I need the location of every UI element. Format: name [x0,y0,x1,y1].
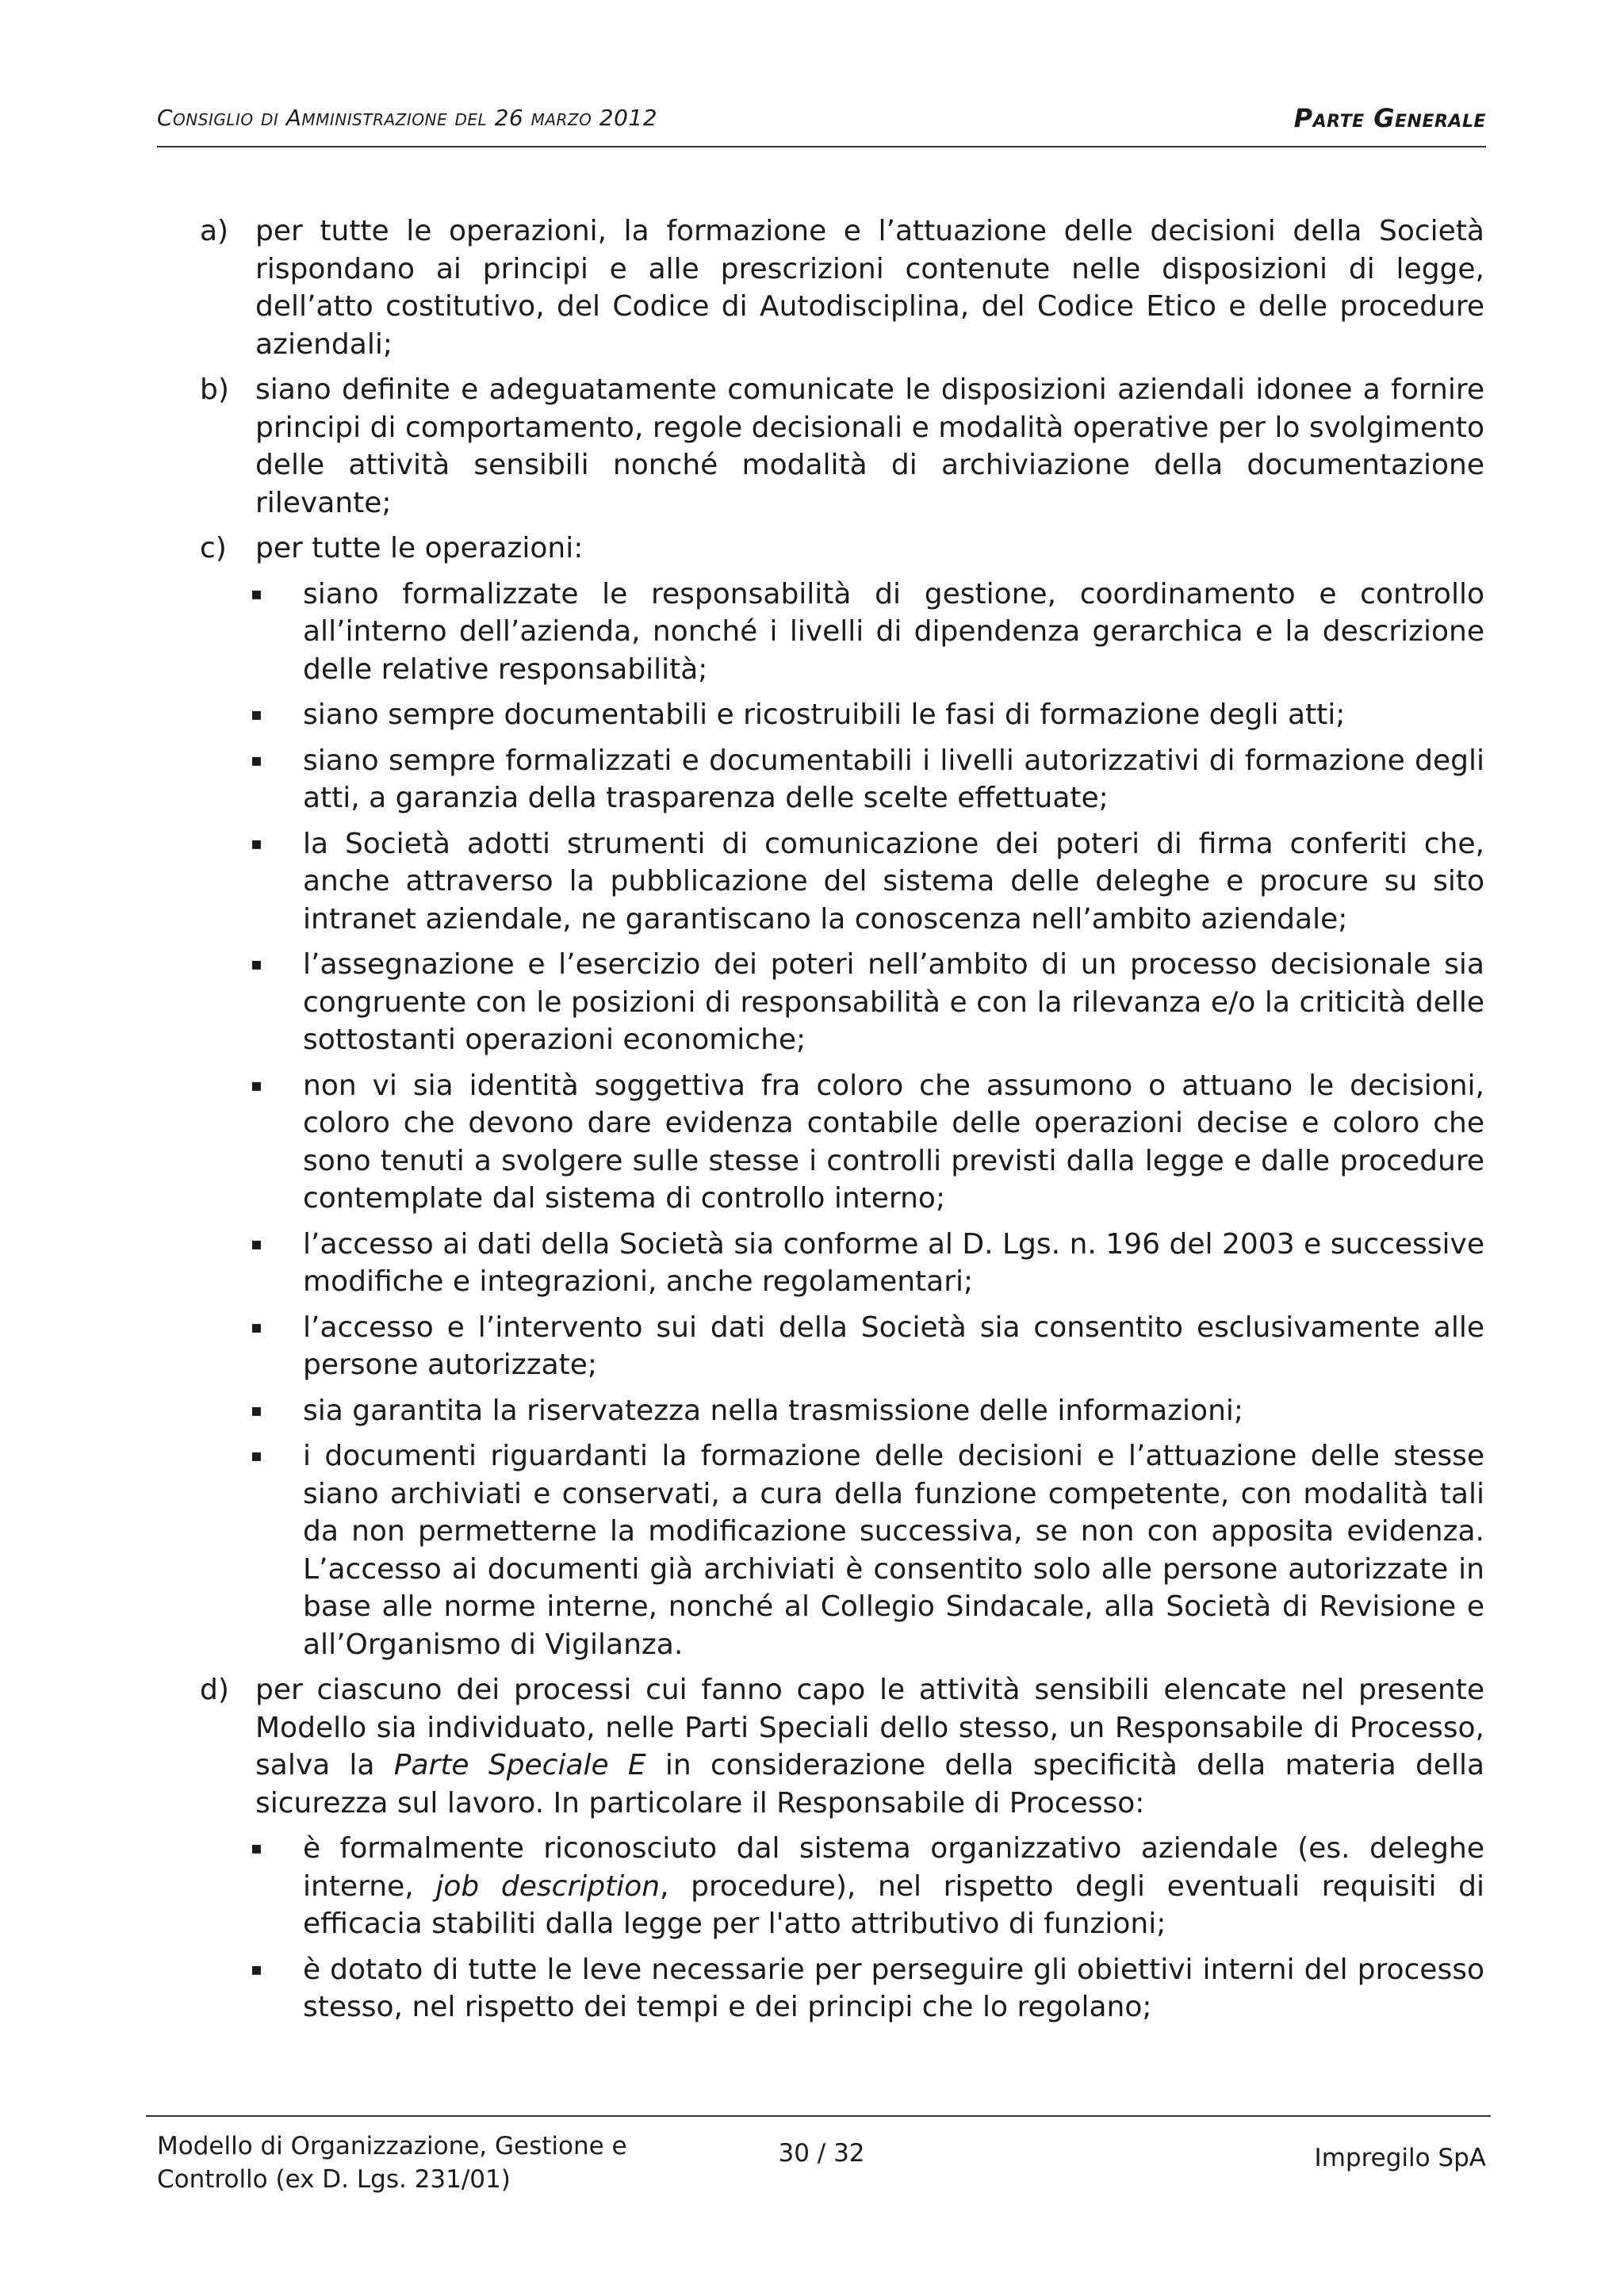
list-item-b [200,371,1484,522]
list-item-c [200,530,1484,568]
header-section-title: Parte Generale [1293,103,1486,133]
bullet-icon: ▪ [251,705,262,725]
bullet-text: i documenti riguardanti la formazione delle decisioni e l’attuazione delle stesse siano archiviati e conservati, a cura della funzione competente, con modalità tali da non permetterne la modificazione successiva, se non con apposita evidenza. L’accesso ai documenti già archiviati è consentito solo alle persone autorizzate in base alle norme interne, nonché al Collegio Sindacale, alla Società di Revisione e all’Organismo di Vigilanza. [303,1440,1484,1661]
bullet-text [303,1951,1484,2026]
bullet-icon: ▪ [251,833,262,854]
bullet-icon: ▪ [251,955,262,974]
bullet-item [200,1392,1484,1430]
item-label: b) [200,373,229,406]
bullet-text-italic: job description [435,1869,661,1903]
bullet-text-part: è dotato di tutte le leve necessarie per perseguire gli obiettivi interni del processo stesso, nel rispetto dei tempi e dei principi che lo regolano; [303,1953,1484,2023]
bullet-icon: ▪ [251,1959,262,1980]
bullet-text: siano sempre formalizzati e documentabili i livelli autorizzativi di formazione degli atti, a garanzia della trasparenza delle scelte effettuate; [303,744,1484,814]
document-body [200,212,1484,2034]
footer-title-line: Modello di Organizzazione, Gestione e [157,2132,627,2160]
bullet-item [200,1226,1484,1301]
item-text: siano definite e adeguatamente comunicate le disposizioni aziendali idonee a fornire principi di comportamento, regole decisionali e modalità operative per lo svolgimento delle attività sensibili nonché modalità di archiviazione della documentazione rilevante; [255,373,1484,519]
bullet-text-part: è formalmente riconosciuto dal sistema organizzativo aziendale (es. deleghe interne, [303,1832,1484,1903]
header-divider [157,146,1486,147]
list-item-d [200,1671,1484,1822]
bullet-icon: ▪ [251,1400,262,1421]
bullet-item [200,946,1484,1059]
header-meeting-title: Consiglio di Amministrazione del 26 marzo 2012 [157,105,658,131]
item-label: a) [200,215,229,247]
bullet-text: siano sempre documentabili e ricostruibili le fasi di formazione degli atti; [303,698,1346,731]
footer-title-line: Controllo (ex D. Lgs. 231/01) [157,2165,511,2194]
item-label: d) [200,1674,229,1706]
bullet-item [200,1830,1484,1943]
bullet-icon: ▪ [251,1317,262,1337]
bullet-icon: ▪ [251,750,262,771]
item-text [255,1671,1484,1822]
bullet-text: sia garantita la riservatezza nella trasmissione delle informazioni; [303,1394,1244,1427]
bullet-item [200,696,1484,734]
page-number: 30 / 32 [778,2139,865,2168]
bullet-item [200,1309,1484,1384]
bullet-icon: ▪ [251,1446,262,1466]
item-text-italic: Parte Speciale E [393,1749,646,1781]
bullet-icon: ▪ [251,1075,262,1096]
bullet-item [200,1067,1484,1218]
bullet-text: l’accesso e l’intervento sui dati della Società sia consentito esclusivamente alle persone autorizzate; [303,1311,1484,1381]
bullet-item [200,1951,1484,2026]
page-footer [157,2130,1486,2209]
page-header [157,100,1486,144]
bullet-item [200,1437,1484,1663]
item-text-part: per ciascuno dei processi cui fanno capo le attività sensibili elencate nel presente Modello sia individuato, nelle Parti Speciali dello stesso, un Responsabile di Processo, salva la [255,1674,1484,1781]
bullet-text [303,1830,1484,1943]
bullet-text: l’accesso ai dati della Società sia conforme al D. Lgs. n. 196 del 2003 e successive modifiche e integrazioni, anche regolamentari; [303,1227,1484,1298]
bullet-item [200,742,1484,817]
bullet-text: la Società adotti strumenti di comunicazione dei poteri di firma conferiti che, anche attraverso la pubblicazione del sistema delle deleghe e procure su sito intranet aziendale, ne garantiscano la conoscenza nell’ambito aziendale; [303,827,1484,936]
bullet-item [200,825,1484,939]
item-text: per tutte le operazioni, la formazione e l’attuazione delle decisioni della Società rispondano ai principi e alle prescrizioni contenute nelle disposizioni di legge, dell’atto costitutivo, del Codice di Autodisciplina, del Codice Etico e delle procedure aziendali; [255,215,1484,361]
bullet-text: non vi sia identità soggettiva fra coloro che assumono o attuano le decisioni, coloro che devono dare evidenza contabile delle operazioni decise e coloro che sono tenuti a svolgere sulle stesse i controlli previsti dalla legge e dalle procedure contemplate dal sistema di controllo interno; [303,1069,1484,1215]
list-item-a [200,212,1484,363]
footer-divider [146,2115,1491,2117]
item-label: c) [200,532,227,564]
bullet-icon: ▪ [251,1234,262,1254]
item-text: per tutte le operazioni: [255,532,584,564]
footer-company: Impregilo SpA [1314,2144,1486,2172]
bullet-icon: ▪ [251,1839,262,1858]
bullet-text: siano formalizzate le responsabilità di gestione, coordinamento e controllo all’interno dell’azienda, nonché i livelli di dipendenza gerarchica e la descrizione delle relative responsabilità; [303,577,1484,686]
item-text-part: in considerazione della specificità della materia della sicurezza sul lavoro. In particolare il Responsabile di Processo: [255,1749,1485,1820]
bullet-icon: ▪ [251,584,262,604]
bullet-text: l’assegnazione e l’esercizio dei poteri nell’ambito di un processo decisionale sia congruente con le posizioni di responsabilità e con la rilevanza e/o la criticità delle sottostanti operazioni economiche; [303,948,1484,1056]
bullet-text-part: , procedure), nel rispetto degli eventuali requisiti di efficacia stabiliti dalla legge per l'atto attributivo di funzioni; [303,1869,1484,1940]
bullet-item [200,576,1484,689]
